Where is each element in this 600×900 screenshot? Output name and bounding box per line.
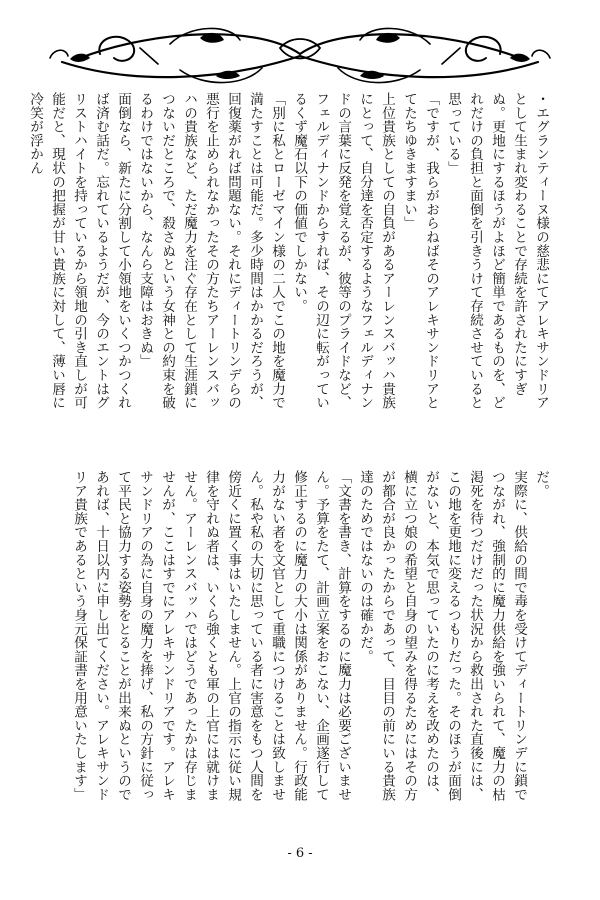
paragraph: 「ですが、我らがおらねばそのアレキサンドリアとてたちゆきますまい」 [401, 92, 439, 410]
paragraph: 実際に、供給の間で毒を受けてディートリンデに鎖でつながれ、強制的に魔力供給を強いられて、魔力の枯渇死を待つだけだった状況から救出された直後には、この地を更地に変えるつもりだった。そのほうが面倒がないと、本気で思っていたのに考えを改めたのは、横に立つ娘の希望と自身の望みを得るためにはその方が都合が良かったからであって、目目の前にいる貴族達のためではないのは確かだ。 [357, 470, 527, 802]
paragraph: 上位貴族としての自負があるアーレンスバッハ貴族にとって、自分達を否定するようなフェルディナンドの言葉に反発を覚えるが、彼等のプライドなど、フェルディナンドからすれば、その辺に転がっているくず魔石以下の価値でしかない。 [291, 92, 395, 410]
paragraph: 「文書を書き、計算をするのに魔力は必要ございません。予算をたて、計画立案をおこない、企画遂行して修正するのに魔力の大小は関係がありません。行政能力がない者を文官として重職につけることは致しません。私や私の大切に思っている者に害意をもつ人間を傍近くに置く事はいたしません。上官の指示に従い規律を守れぬ者は、いくら強くとも軍の上官には就けません。アーレンスバッハではどうであったかは存じませんが、ここはすでにアレキサンドリアです。アレキサンドリアの為に自身の魔力を捧げ、私の方針に従って平民と協力する姿勢をとることが出来ぬというのであれば、十日以内に申し出てください。アレキサンドリア貴族であるという身元保証書を用意いたします」 [71, 470, 351, 802]
paragraph: だ。 [533, 470, 549, 498]
page-number: - 6 - [287, 846, 313, 861]
flourish-ornament [40, 18, 560, 90]
text-block-bottom [52, 470, 552, 802]
paragraph: ・エグランティーヌ様の慈悲にてアレキサンドリアとして生まれ変わることで存続を許されたにすぎぬ。更地にするほうがよほど簡単であるものを、どれだけの負担と面倒を引きうけて存続させていると思っている」 [445, 92, 549, 410]
paragraph: 「別に私とローゼマイン様の二人でこの地を魔力で満たすことは可能だ。多少時間はかかるだろうが、回復薬がれば問題ない。それにディートリンデらの悪行を止められなかったその方たちアーレンスバッハの貴族など、ただ魔力を注ぐ存在として生涯鎖につないだところで、殺さぬという女神との約束を破るわけではないから、なんら支障はおきぬ」 [137, 92, 285, 410]
text-block-top [27, 92, 552, 410]
paragraph: 面倒なら、新たに分割して小領地をいくつかつくれば済む話だ。忘れているようだが、今のエントはグリストハイトを持っているから領地の引き直しが可能だと、現状の把握が甘い貴族に対して、薄い唇に冷笑が浮かん [27, 92, 131, 410]
